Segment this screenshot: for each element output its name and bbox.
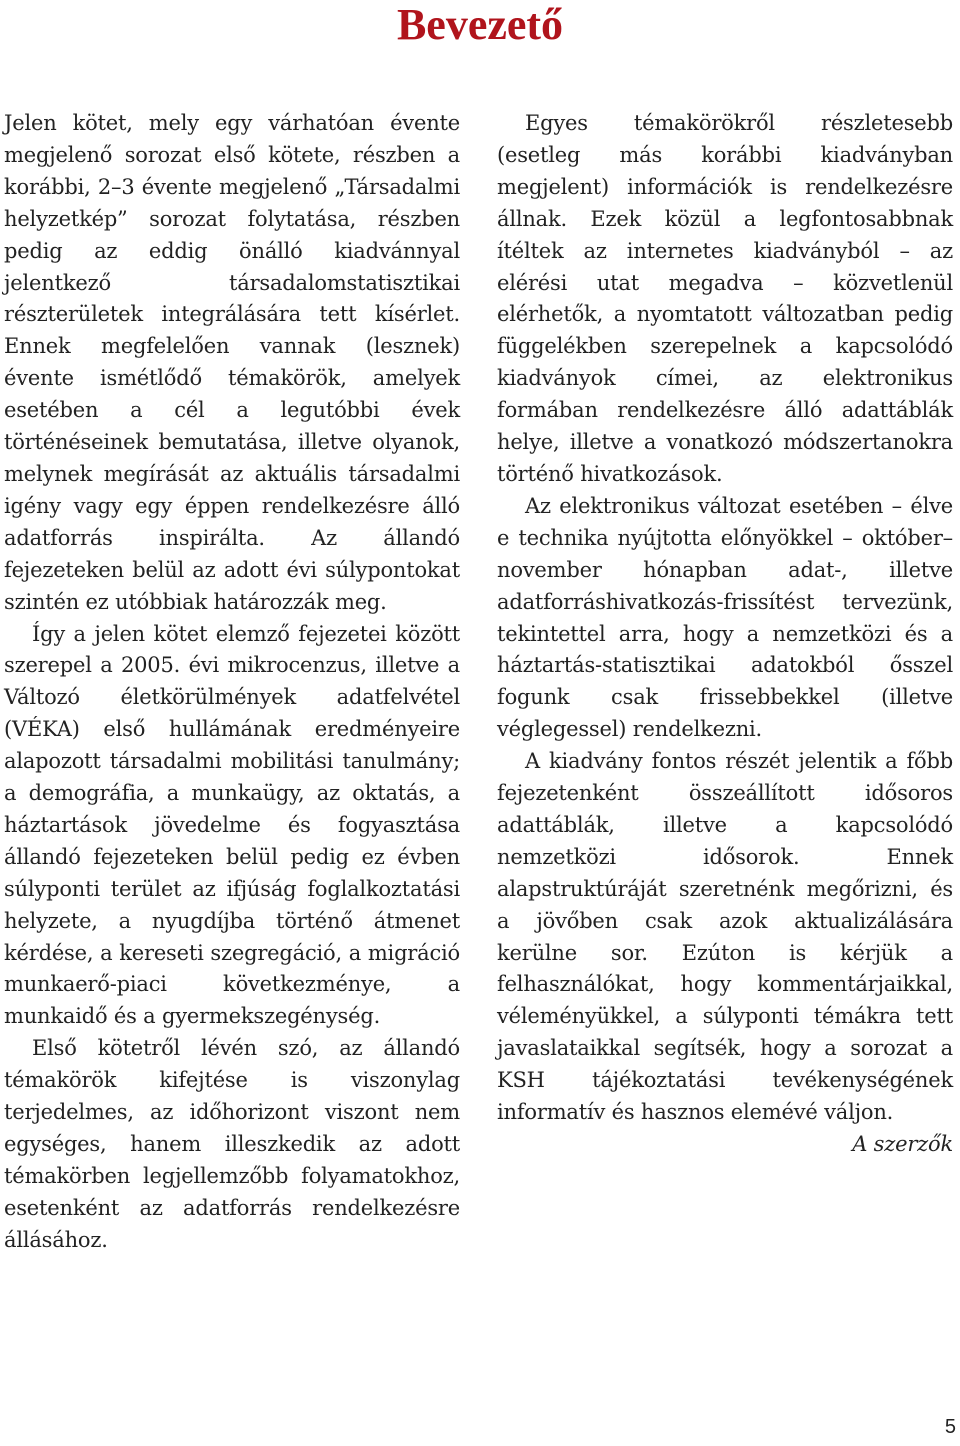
author-signature: A szerzők xyxy=(852,1132,953,1156)
page-title: Bevezető xyxy=(396,0,564,49)
paragraph: Egyes témakörökről részletesebb (esetleg más korábbi kiadványban megjelent) információk is rendelkezésre állnak. Ezek közül a legfontosabbnak ítéltek az internetes kiadványból – az elérési utat megadva – közvetlenül elérhetők, a nyomtatott változatban pedig függelékben szerepelnek a kapcsolódó kiadványok címei, az elektronikus formában rendelkezésre álló adattáblák helye, illetve a vonatkozó módszertanokra történő hivatkozások. xyxy=(497,111,953,486)
right-column xyxy=(497,108,953,1161)
paragraph: Így a jelen kötet elemző fejezetei között szerepel a 2005. évi mikrocenzus, illetve a Változó életkörülmények adatfelvétel (VÉKA) első hullámának eredményeire alapozott társadalmi mobilitási tanulmány; a demográfia, a munkaügy, az oktatás, a háztartások jövedelme és fogyasztása állandó fejezeteken belül pedig ez évben súlyponti terület az ifjúság foglalkoztatási helyzete, a nyugdíjba történő átmenet kérdése, a kereseti szegregáció, a migráció munkaerő-piaci következménye, a munkaidő és a gyermekszegénység. xyxy=(4,621,460,1029)
page-number: 5 xyxy=(944,1416,956,1438)
left-column xyxy=(4,108,460,1257)
paragraph: A kiadvány fontos részét jelentik a főbb fejezetenként összeállított idősoros adattáblák, illetve a kapcsolódó nemzetközi idősorok. Ennek alapstruktúráját szeretnénk megőrizni, és a jövőben csak azok aktualizálására kerülne sor. Ezúton is kérjük a felhasználókat, hogy kommentárjaikkal, véleményükkel, a súlyponti témákra tett javaslataikkal segítsék, hogy a sorozat a KSH tájékoztatási tevékenységének informatív és hasznos elemévé váljon. xyxy=(497,749,953,1125)
paragraph: Az elektronikus változat esetében – élve e technika nyújtotta előnyökkel – október–november hónapban adat-, illetve adatforráshivatkozás-frissítést tervezünk, tekintettel arra, hogy a nemzetközi és a háztartás-statisztikai adatokból ősszel fogunk csak frissebbekkel (illetve véglegessel) rendelkezni. xyxy=(497,493,953,742)
paragraph: Első kötetről lévén szó, az állandó témakörök kifejtése is viszonylag terjedelmes, az időhorizont viszont nem egységes, hanem illeszkedik az adott témakörben legjellemzőbb folyamatokhoz, esetenként az adatforrás rendelkezésre állásához. xyxy=(4,1036,460,1252)
paragraph: Jelen kötet, mely egy várhatóan évente megjelenő sorozat első kötete, részben a korábbi, 2–3 évente megjelenő „Társadalmi helyzetkép” sorozat folytatása, részben pedig az eddig önálló kiadvánnyal jelentkező társadalomstatisztikai részterületek integrálására tett kísérlet. Ennek megfelelően vannak (lesznek) évente ismétlődő témakörök, amelyek esetében a cél a legutóbbi évek történéseinek bemutatása, illetve olyanok, melynek megírását az aktuális társadalmi igény vagy egy éppen rendelkezésre álló adatforrás inspirálta. Az állandó fejezeteken belül az adott évi súlypontokat szintén ez utóbbiak határozzák meg. xyxy=(4,111,460,614)
